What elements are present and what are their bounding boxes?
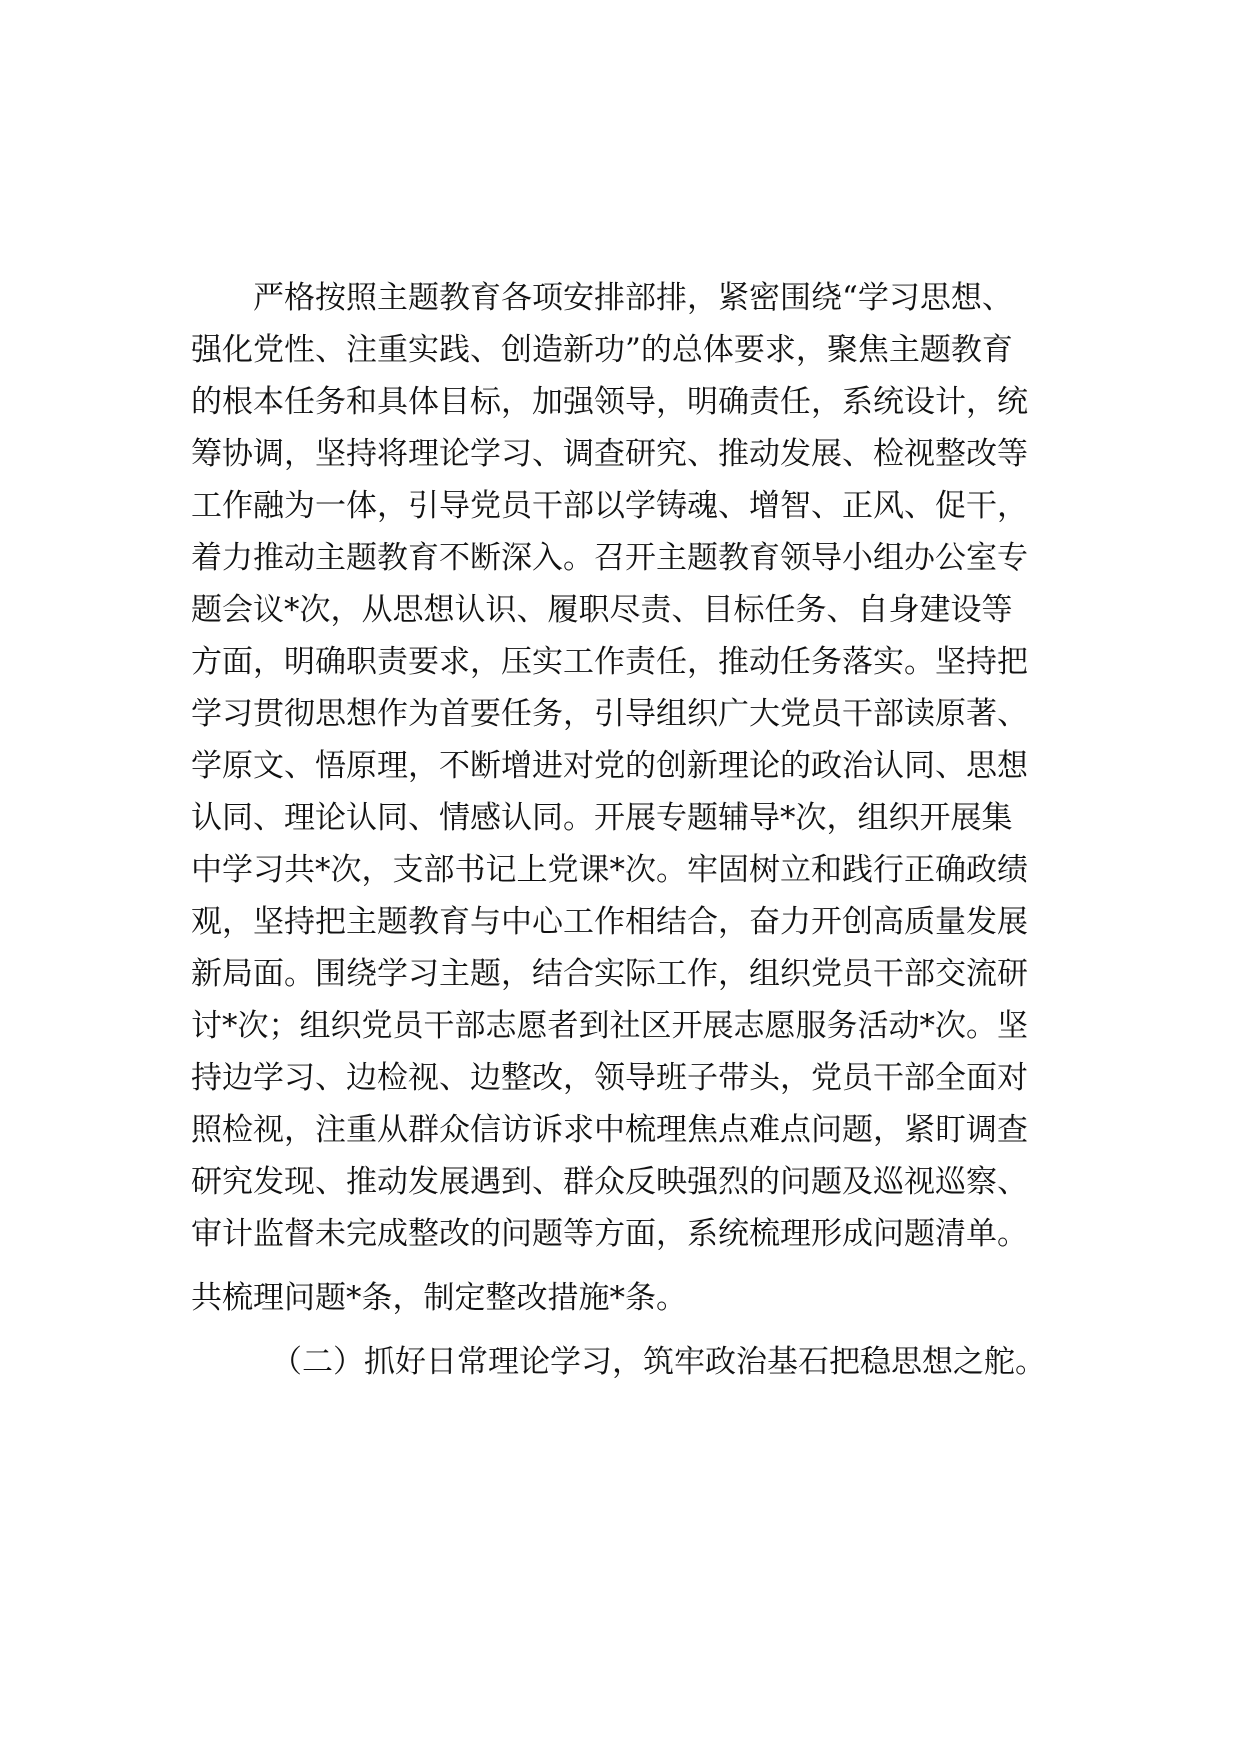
paragraph-line: 题会议*次，从思想认识、履职尽责、目标任务、自身建设等 (191, 592, 1013, 628)
paragraph-line: 严格按照主题教育各项安排部排，紧密围绕“学习思想、 (253, 280, 1013, 316)
paragraph-line: 学原文、悟原理，不断增进对党的创新理论的政治认同、思想 (191, 748, 1028, 784)
paragraph-line: 讨*次；组织党员干部志愿者到社区开展志愿服务活动*次。坚 (191, 1008, 1028, 1044)
paragraph-line: 工作融为一体，引导党员干部以学铸魂、增智、正风、促干， (191, 488, 1028, 524)
paragraph-line: 强化党性、注重实践、创造新功”的总体要求，聚焦主题教育 (191, 332, 1013, 368)
paragraph-line: 审计监督未完成整改的问题等方面，系统梳理形成问题清单。 (191, 1216, 1028, 1252)
paragraph-line: 持边学习、边检视、边整改，领导班子带头，党员干部全面对 (191, 1060, 1028, 1096)
paragraph-line: 中学习共*次，支部书记上党课*次。牢固树立和践行正确政绩 (191, 852, 1028, 888)
paragraph-line: 照检视，注重从群众信访诉求中梳理焦点难点问题，紧盯调查 (191, 1112, 1028, 1148)
paragraph-line: 学习贯彻思想作为首要任务，引导组织广大党员干部读原著、 (191, 696, 1028, 732)
paragraph-line: 方面，明确职责要求，压实工作责任，推动任务落实。坚持把 (191, 644, 1028, 680)
paragraph-line: 共梳理问题*条，制定整改措施*条。 (191, 1280, 687, 1316)
paragraph-line: 着力推动主题教育不断深入。召开主题教育领导小组办公室专 (191, 540, 1028, 576)
paragraph-line: 研究发现、推动发展遇到、群众反映强烈的问题及巡视巡察、 (191, 1164, 1028, 1200)
paragraph-line: 新局面。围绕学习主题，结合实际工作，组织党员干部交流研 (191, 956, 1028, 992)
paragraph-line: 观，坚持把主题教育与中心工作相结合，奋力开创高质量发展 (191, 904, 1028, 940)
body-paragraph (191, 272, 1051, 1324)
paragraph-line: 筹协调，坚持将理论学习、调查研究、推动发展、检视整改等 (191, 436, 1028, 472)
section-heading: （二）抓好日常理论学习，筑牢政治基石把稳思想之舵。 (271, 1344, 1046, 1380)
paragraph-line: 认同、理论认同、情感认同。开展专题辅导*次，组织开展集 (191, 800, 1013, 836)
paragraph-line: 的根本任务和具体目标，加强领导，明确责任，系统设计，统 (191, 384, 1028, 420)
